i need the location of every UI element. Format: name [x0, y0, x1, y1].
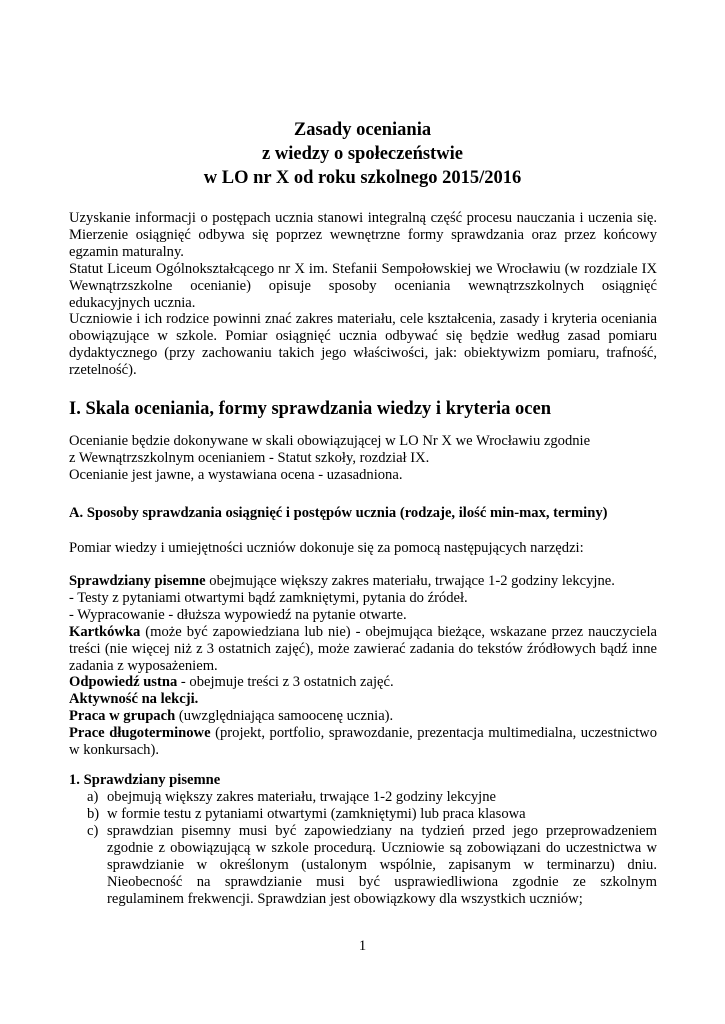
text-line: zadania z wyposażeniem. [69, 657, 218, 674]
text-line: Ocenianie jest jawne, a wystawiana ocena - uzasadniona. [69, 466, 403, 483]
list-marker: c) [87, 823, 99, 839]
subsection-intro [69, 540, 657, 557]
text-line: - Testy z pytaniami otwartymi bądź zamkniętymi, pytania do źródeł. [69, 589, 468, 606]
text-line: z Wewnątrzszkolnym ocenianiem - Statut szkoły, rozdział IX. [69, 449, 430, 466]
text-line: sprawdzianie w określonym (ustalonym wspólnie, zapisanym w terminarzu) dniu. [107, 856, 657, 873]
list-marker: a) [87, 789, 99, 805]
text-line: sprawdzian pisemny musi być zapowiedziany na tydzień przed jego przeprowadzeniem [107, 823, 657, 839]
title-line-1: Zasady oceniania [293, 120, 432, 140]
text-line: zgodnie z obowiązującą w szkole procedurą. Uczniowie są zobowiązani do uczestnictwa w [107, 839, 657, 856]
tool-name: Praca w grupach [69, 708, 176, 725]
intro-paragraph [69, 210, 657, 379]
document-title [0, 118, 725, 190]
text-line: dydaktycznego (przy zachowaniu takich jego właściwości, jak: obiektywizm pomiaru, trafność, [69, 345, 657, 362]
title-line-2: z wiedzy o społeczeństwie [262, 144, 463, 164]
text-line: Nieobecność na sprawdzianie musi być usprawiedliwiona zgodnie ze szkolnym [107, 873, 657, 890]
list-item-text: w formie testu z pytaniami otwartymi (zamkniętymi) lub praca klasowa [107, 806, 526, 822]
list-item [87, 823, 657, 908]
text-line: Pomiar wiedzy i umiejętności uczniów dokonuje się za pomocą następujących narzędzi: [69, 540, 584, 556]
list-item-text [107, 823, 657, 908]
tools-list [69, 573, 657, 759]
title-line-3: w LO nr X od roku szkolnego 2015/2016 [203, 168, 522, 188]
tool-item [69, 674, 657, 691]
page-number: 1 [358, 938, 367, 954]
text-line: rzetelność). [69, 362, 137, 379]
tool-item [69, 691, 657, 708]
list-heading [69, 772, 657, 789]
list-marker: b) [87, 806, 100, 822]
tool-name: Prace długoterminowe [69, 725, 211, 742]
tool-desc: (uwzględniająca samoocenę ucznia). [175, 708, 394, 725]
tool-name: Aktywność na lekcji. [69, 691, 199, 708]
text-line: - Wypracowanie - dłuższa wypowiedź na pytanie otwarte. [69, 606, 407, 623]
text-line: obowiązujące w szkole. Pomiar osiągnięć ucznia odbywać się będzie według zasad pomiaru [69, 328, 657, 345]
section-heading: I. Skala oceniania, formy sprawdzania wiedzy i kryteria ocen [69, 399, 552, 419]
tool-item [69, 624, 657, 641]
tool-item [69, 725, 657, 742]
text-line: Ocenianie będzie dokonywane w skali obowiązującej w LO Nr X we Wrocławiu zgodnie [69, 433, 591, 449]
subsection-heading: A. Sposoby sprawdzania osiągnięć i postępów ucznia (rodzaje, ilość min-max, terminy) [69, 505, 608, 521]
tool-desc: (może być zapowiedziana lub nie) - obejmująca bieżące, wskazane przez nauczyciela [140, 623, 657, 640]
tool-desc: obejmujące większy zakres materiału, trwające 1-2 godziny lekcyjne. [205, 573, 615, 589]
tool-desc: - obejmuje treści z 3 ostatnich zajęć. [177, 674, 394, 691]
text-line: treści (nie więcej niż z 3 ostatnich zajęć), może zawierać zadania do tekstów źródłowych bądź inne [69, 640, 657, 657]
list-item-text: obejmują większy zakres materiału, trwające 1-2 godziny lekcyjne [107, 789, 497, 805]
tool-desc: (projekt, portfolio, sprawozdanie, prezentacja multimedialna, uczestnictwo [210, 725, 657, 742]
text-line: edukacyjnych ucznia. [69, 294, 196, 311]
tool-name: Sprawdziany pisemne [69, 573, 206, 589]
tool-name: Kartkówka [69, 623, 141, 640]
section-paragraph [69, 433, 657, 484]
tool-item [69, 573, 657, 590]
text-line: w konkursach). [69, 742, 159, 759]
text-line: Uczniowie i ich rodzice powinni znać zakres materiału, cele kształcenia, zasady i kryteria oceniania [69, 311, 657, 328]
tool-name: Odpowiedź ustna [69, 674, 178, 691]
text-line: egzamin maturalny. [69, 243, 184, 260]
list-item [87, 789, 657, 806]
text-line: Wewnątrzszkolne ocenianie) opisuje sposoby oceniania wewnątrzszkolnych osiągnięć [69, 277, 657, 294]
text-line: regulaminem frekwencji. Sprawdzian jest obowiązkowy dla wszystkich uczniów; [107, 890, 583, 907]
list-item [87, 806, 657, 823]
tool-item [69, 708, 657, 725]
text-line: Statut Liceum Ogólnokształcącego nr X im. Stefanii Sempołowskiej we Wrocławiu (w rozdziale IX [69, 260, 657, 277]
list-heading-text: 1. Sprawdziany pisemne [69, 772, 221, 788]
text-line: Uzyskanie informacji o postępach ucznia stanowi integralną część procesu nauczania i uczenia się. [69, 210, 657, 226]
text-line: Mierzenie osiągnięć odbywa się poprzez wewnętrzne formy sprawdzania oraz przez końcowy [69, 226, 657, 243]
